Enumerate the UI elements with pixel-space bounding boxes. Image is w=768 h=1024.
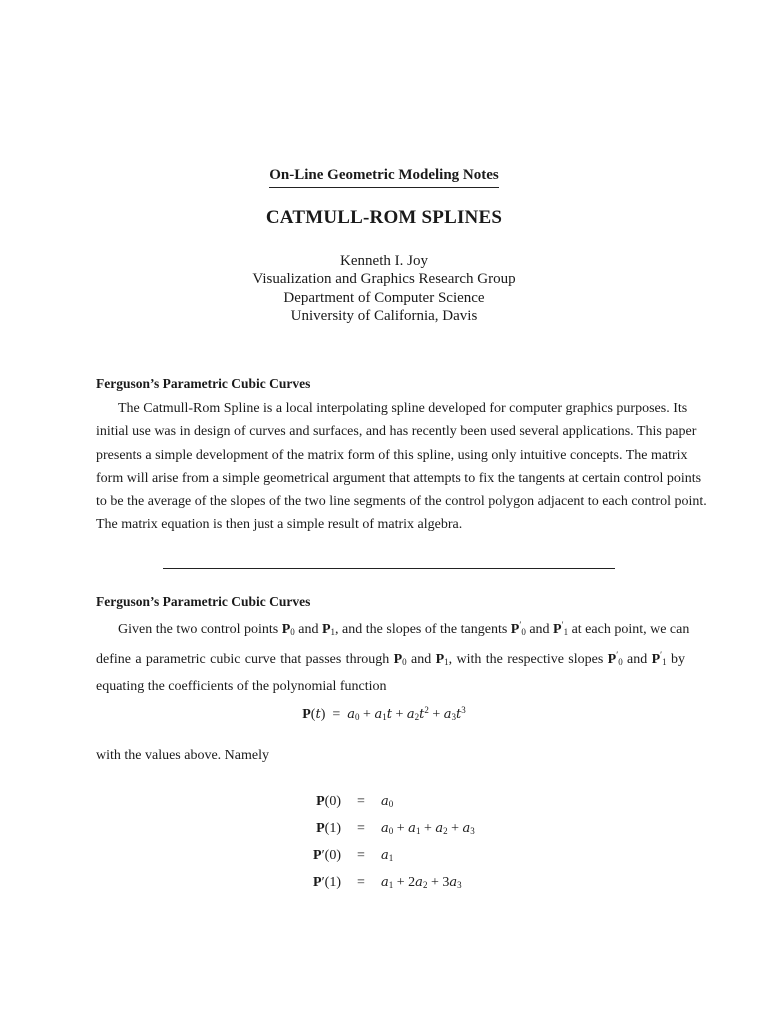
section-heading-intro: Ferguson’s Parametric Cubic Curves: [96, 376, 311, 391]
author-affiliation-dept: Department of Computer Science: [283, 289, 485, 306]
intro-line-3: presents a simple development of the matrix form of this spline, using only intuitive concepts. The matrix: [96, 447, 688, 463]
author-name: Kenneth I. Joy: [340, 253, 428, 269]
author-block: [0, 252, 768, 325]
intro-line-2: initial use was in design of curves and surfaces, and has recently been used several applications. This paper: [96, 424, 697, 440]
intro-line-5: to be the average of the slopes of the two line segments of the control polygon adjacent to each control point.: [96, 494, 707, 510]
section-heading-ferguson: Ferguson’s Parametric Cubic Curves: [96, 594, 311, 609]
page-title: CATMULL-ROM SPLINES: [265, 207, 503, 228]
boundary-conditions-equations: [296, 788, 475, 896]
intro-line-1: The Catmull-Rom Spline is a local interpolating spline developed for computer graphics purposes. Its: [118, 401, 688, 416]
after-equation-text: with the values above. Namely: [96, 748, 270, 763]
intro-line-6: The matrix equation is then just a simple result of matrix algebra.: [96, 517, 463, 533]
author-affiliation-university: University of California, Davis: [290, 307, 478, 324]
series-title-text: On-Line Geometric Modeling Notes: [269, 167, 499, 188]
equation-row: P′(1) = $a_1 + 2a_2 + 3a_3$: [313, 874, 462, 890]
equation-row: P(1) = $a_0 + a_1 + a_2 + a_3$: [316, 820, 475, 836]
series-title: [0, 167, 768, 188]
equation-row: P′(0) = $a_1$: [313, 847, 394, 863]
polynomial-equation: $P(t) = a_0 + a_1t + a_2t^2 + a_3t^3$: [302, 705, 466, 722]
intro-paragraph: [96, 397, 707, 537]
ferguson-paragraph: [96, 614, 690, 698]
author-affiliation-group: Visualization and Graphics Research Group: [252, 271, 516, 288]
ferguson-line-2: define a parametric cubic curve that passes through $P_0$ and $P_1$, with the respective slopes $P'_0$ and $P'_1$ by: [96, 650, 685, 668]
intro-line-4: form will arise from a simple geometrical argument that attempts to fix the tangents at certain control points: [96, 470, 702, 486]
ferguson-line-1: Given the two control points $P_0$ and $P_1$, and the slopes of the tangents $P'_0$ and $P'_1$ at each point, we can: [118, 620, 690, 637]
ferguson-line-3: equating the coefficients of the polynomial function: [96, 678, 387, 694]
equation-row: P(0) = $a_0$: [316, 793, 394, 809]
section-divider: [163, 568, 615, 569]
